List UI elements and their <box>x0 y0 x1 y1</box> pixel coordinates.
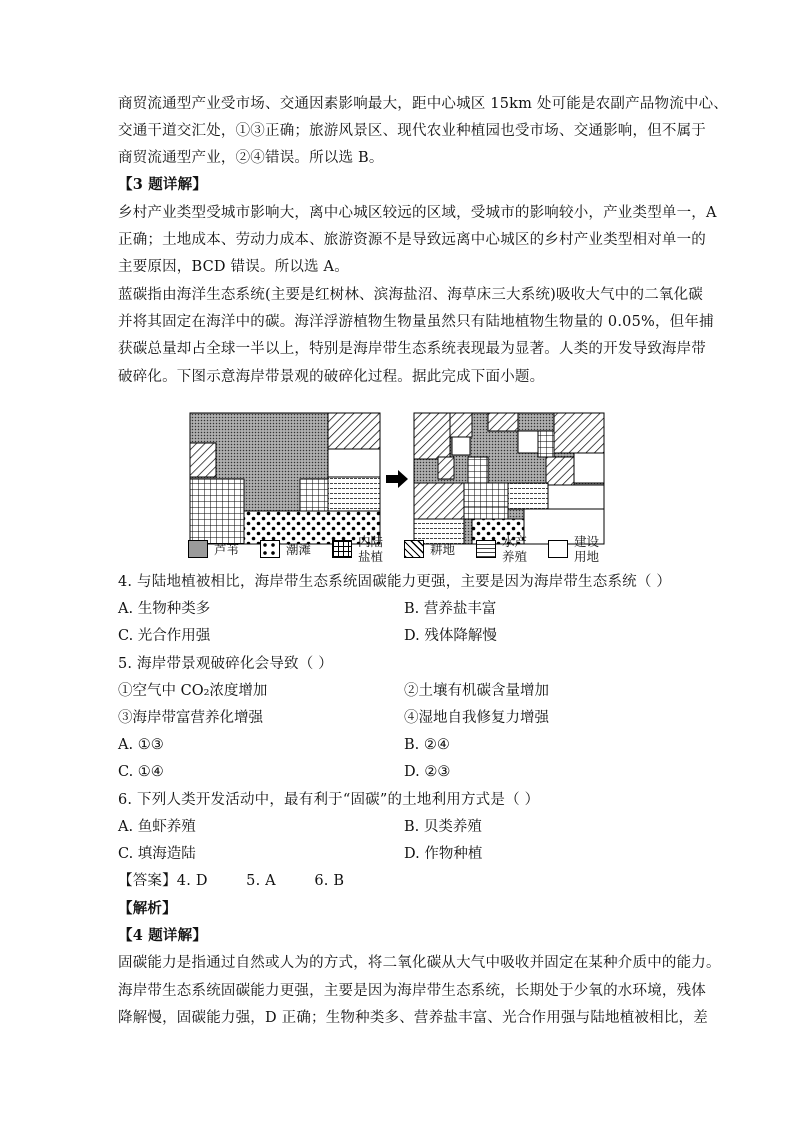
question-5-stem: 5. 海岸带景观破碎化会导致（ ） <box>118 656 333 672</box>
farm-swatch-icon <box>404 540 424 558</box>
text-line: 主要原因，BCD 错误。所以选 A。 <box>118 259 349 275</box>
q4-option-a: A. 生物种类多 <box>118 601 211 617</box>
legend-label: 耕地 <box>430 541 456 557</box>
q4-option-c: C. 光合作用强 <box>118 628 211 644</box>
legend-item-tidal <box>260 532 311 566</box>
legend-label: 水产 养殖 <box>502 534 528 564</box>
legend-label: 建设 用地 <box>574 534 600 564</box>
text-line: 固碳能力是指通过自然或人为的方式，将二氧化碳从大气中吸收并固定在某种介质中的能力。 <box>118 955 721 971</box>
question-4-stem: 4. 与陆地植被相比，海岸带生态系统固碳能力更强，主要是因为海岸带生态系统（ ） <box>118 574 672 590</box>
answer-line: 【答案】4. D 5. A 6. B <box>118 873 345 889</box>
text-line: 商贸流通型产业，②④错误。所以选 B。 <box>118 150 384 166</box>
q6-option-d: D. 作物种植 <box>404 846 483 862</box>
q6-option-b: B. 贝类养殖 <box>404 819 482 835</box>
figure-legend <box>186 532 606 566</box>
aqua-swatch-icon <box>476 540 496 558</box>
tidal-swatch-icon <box>260 540 280 558</box>
after-panel <box>414 413 604 544</box>
legend-label: 芦苇 <box>214 541 240 557</box>
q5-statement-2: ②土壤有机碳含量增加 <box>404 683 549 699</box>
q4-option-d: D. 残体降解慢 <box>404 628 497 644</box>
before-panel <box>190 413 380 544</box>
text-line: 商贸流通型产业受市场、交通因素影响最大，距中心城区 15km 处可能是农副产品物流中心、 <box>118 96 729 112</box>
legend-item-salt <box>332 532 383 566</box>
salt-swatch-icon <box>332 540 352 558</box>
q5-option-b: B. ②④ <box>404 737 450 753</box>
reed-swatch-icon <box>188 540 208 558</box>
q5-option-c: C. ①④ <box>118 764 164 780</box>
legend-item-farm <box>404 532 455 566</box>
analysis-heading: 【解析】 <box>118 900 177 917</box>
text-line: 交通干道交汇处，①③正确；旅游风景区、现代农业种植园也受市场、交通影响，但不属于 <box>118 123 706 139</box>
text-line: 获碳总量却占全球一半以上，特别是海岸带生态系统表现最为显著。人类的开发导致海岸带 <box>118 341 706 357</box>
text-line: 破碎化。下图示意海岸带景观的破碎化过程。据此完成下面小题。 <box>118 369 545 385</box>
question-6-stem: 6. 下列人类开发活动中，最有利于“固碳”的土地利用方式是（ ） <box>118 792 540 808</box>
text-line: 乡村产业类型受城市影响大，离中心城区较远的区域，受城市的影响较小，产业类型单一，A <box>118 205 717 221</box>
text-line: 降解慢，固碳能力强，D 正确；生物种类多、营养盐丰富、光合作用强与陆地植被相比，差 <box>118 1010 708 1026</box>
q6-option-a: A. 鱼虾养殖 <box>118 819 196 835</box>
text-line: 海岸带生态系统固碳能力更强，主要是因为海岸带生态系统，长期处于少氧的水环境，残体 <box>118 983 706 999</box>
text-line: 正确；土地成本、劳动力成本、旅游资源不是导致远离中心城区的乡村产业类型相对单一的 <box>118 232 706 248</box>
q5-option-d: D. ②③ <box>404 764 451 780</box>
text-line: 并将其固定在海洋中的碳。海洋浮游植物生物量虽然只有陆地植物生物量的 0.05%，但年捕 <box>118 314 714 330</box>
q5-statement-1: ①空气中 CO₂浓度增加 <box>118 683 268 699</box>
q4-option-b: B. 营养盐丰富 <box>404 601 497 617</box>
q5-statement-3: ③海岸带富营养化增强 <box>118 710 263 726</box>
section-heading: 【3 题详解】 <box>118 176 208 193</box>
q6-option-c: C. 填海造陆 <box>118 846 196 862</box>
legend-label: 内陆 盐植 <box>358 534 384 564</box>
arrow-icon <box>386 470 408 488</box>
q5-option-a: A. ①③ <box>118 737 164 753</box>
q5-statement-4: ④湿地自我修复力增强 <box>404 710 549 726</box>
legend-item-aqua <box>476 532 527 566</box>
legend-item-reed <box>188 532 239 566</box>
q4-detail-heading: 【4 题详解】 <box>118 927 208 944</box>
text-line: 蓝碳指由海洋生态系统(主要是红树林、滨海盐沼、海草床三大系统)吸收大气中的二氧化碳 <box>118 287 704 303</box>
legend-label: 潮滩 <box>286 541 312 557</box>
legend-item-build <box>548 532 599 566</box>
build-swatch-icon <box>548 540 568 558</box>
